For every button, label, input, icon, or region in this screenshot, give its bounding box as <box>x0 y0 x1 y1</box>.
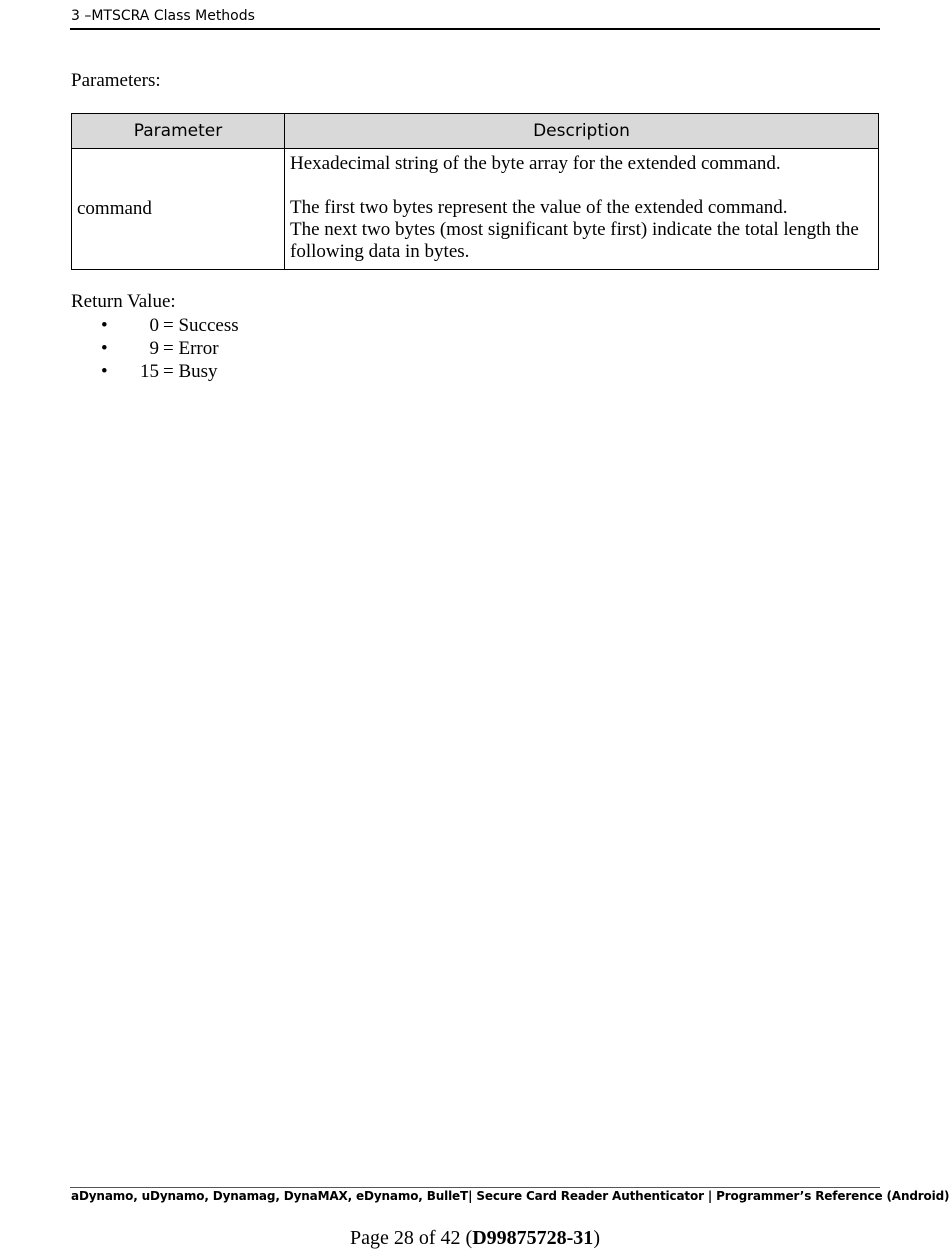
parameters-label: Parameters: <box>71 70 161 91</box>
description-line: Hexadecimal string of the byte array for the extended command. <box>290 153 781 174</box>
description-line: The next two bytes (most significant byte first) indicate the total length the following data in bytes. <box>290 219 859 262</box>
section-title: 3 –MTSCRA Class Methods <box>71 8 255 24</box>
page-header <box>70 6 880 30</box>
footer-divider <box>70 1187 880 1188</box>
bullet-icon: • <box>101 315 108 336</box>
table-header-row <box>72 114 879 149</box>
description-line: The first two bytes represent the value of the extended command. <box>290 197 788 218</box>
return-value-label: Return Value: <box>71 291 176 312</box>
return-meaning: = Error <box>163 338 219 359</box>
parameter-description-cell <box>285 149 879 270</box>
document-id: D99875728-31 <box>472 1227 594 1249</box>
return-code: 15 <box>140 361 159 382</box>
bullet-icon: • <box>101 338 108 359</box>
page-suffix: ) <box>593 1227 600 1249</box>
footer-products: aDynamo, uDynamo, Dynamag, DynaMAX, eDynamo, BulleT| Secure Card Reader Authenticator | Programmer’s Reference (Android) <box>71 1189 950 1203</box>
return-code: 0 <box>149 315 159 336</box>
column-header-parameter: Parameter <box>72 114 285 149</box>
return-meaning: = Success <box>163 315 239 336</box>
bullet-icon: • <box>101 361 108 382</box>
page-number <box>0 1227 950 1250</box>
parameter-name-cell: command <box>72 149 285 270</box>
table-row <box>72 149 879 270</box>
return-meaning: = Busy <box>163 361 218 382</box>
page-prefix: Page 28 of 42 ( <box>350 1227 473 1249</box>
parameters-table <box>71 113 879 270</box>
return-code: 9 <box>149 338 159 359</box>
column-header-description: Description <box>285 114 879 149</box>
